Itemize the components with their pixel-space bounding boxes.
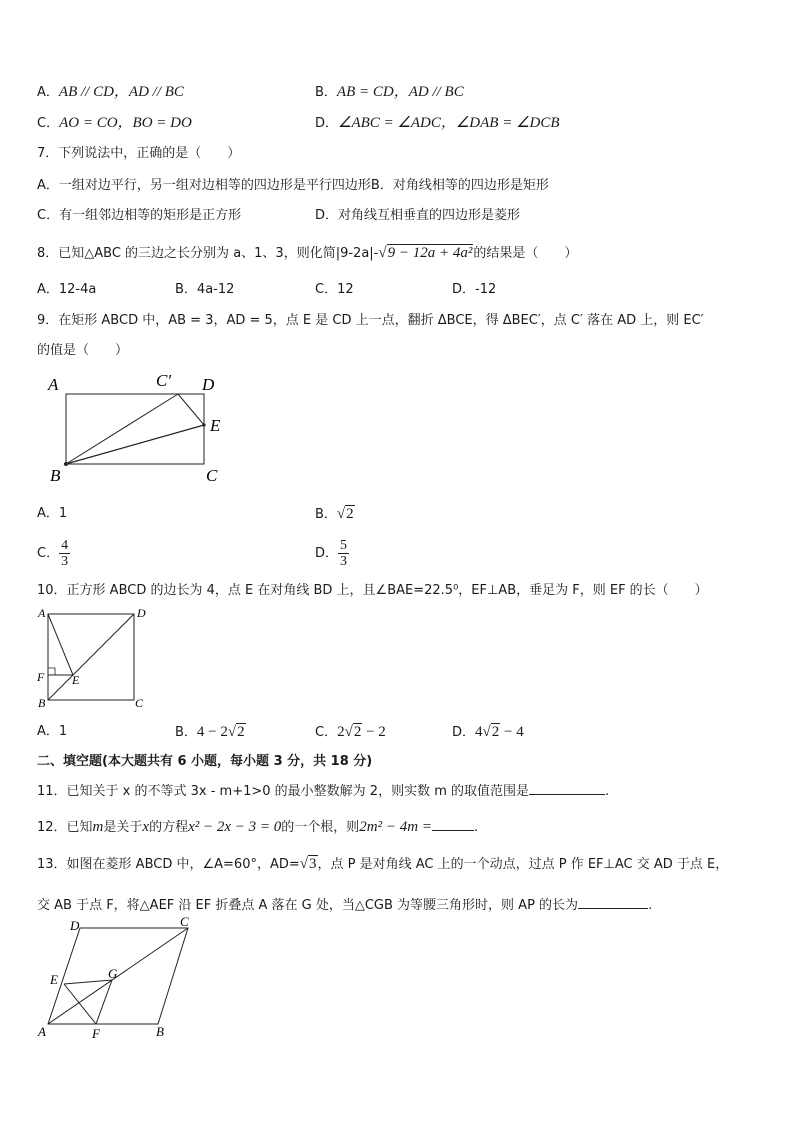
- option-label: B．: [315, 507, 337, 522]
- math-text: 2: [337, 724, 345, 740]
- sqrt-expression: √2: [227, 724, 245, 740]
- sqrt-expression: √2: [482, 724, 500, 740]
- q6-option-d: [315, 114, 560, 133]
- answer-blank[interactable]: [432, 816, 474, 831]
- q10-square-figure: [34, 604, 154, 710]
- radicand: 3: [309, 856, 317, 872]
- q13-stem-line1: [37, 855, 728, 874]
- label-e: E: [210, 416, 221, 435]
- option-label: D．: [315, 546, 339, 561]
- label-d: D: [202, 375, 215, 394]
- rectangle-abcd: [66, 394, 204, 464]
- label-b: B: [156, 1024, 164, 1039]
- radicand: 2: [346, 506, 354, 522]
- option-label: A．: [37, 85, 59, 100]
- diagonal-bd: [48, 614, 134, 700]
- label-f: F: [37, 670, 45, 684]
- label-d: D: [137, 606, 146, 620]
- q7-option-a: [37, 177, 549, 195]
- sqrt-expression: √9 − 12a + 4a²: [378, 245, 473, 261]
- stem-text: 是关于: [103, 820, 143, 835]
- stem-text: 13．如图在菱形 ABCD 中，∠A=60°，AD=: [37, 857, 300, 872]
- label-b: B: [50, 466, 61, 485]
- point-e: [202, 423, 205, 426]
- q12-stem: [37, 816, 478, 837]
- segment-bc-prime: [66, 394, 178, 464]
- option-math: ∠ABC = ∠ADC，∠DAB = ∠DCB: [338, 115, 560, 131]
- fraction: [338, 538, 349, 569]
- label-c-prime: C′: [156, 371, 172, 390]
- option-math: AO = CO，BO = DO: [59, 115, 192, 131]
- q9-option-b: [315, 505, 355, 524]
- variable-m: m: [92, 819, 104, 835]
- numerator: 4: [61, 538, 69, 553]
- label-e: E: [50, 972, 58, 987]
- segment-ef: [64, 984, 96, 1024]
- q7-option-c: C．有一组邻边相等的矩形是正方形: [37, 208, 242, 223]
- option-label: D．: [315, 116, 339, 131]
- option-math: AB // CD，AD // BC: [58, 84, 184, 100]
- q10-option-a: A．1: [37, 724, 68, 739]
- math-text: 4: [475, 724, 483, 740]
- stem-text: .: [648, 898, 653, 913]
- option-label: C．: [315, 725, 338, 740]
- section-heading: 二、填空题(本大题共有 6 小题，每小题 3 分，共 18 分): [37, 754, 373, 769]
- stem-text: ，点 P 是对角线 AC 上的一个动点，过点 P 作 EF⊥AC 交 AD 于点 E，: [317, 857, 729, 872]
- sqrt-expression: √3: [299, 856, 317, 872]
- segment-fg: [96, 980, 112, 1024]
- stem-text: 的方程: [149, 820, 189, 835]
- q10-option-c: [315, 723, 386, 742]
- stem-text: 交 AB 于点 F，将△AEF 沿 EF 折叠点 A 落在 G 处，当△CGB 为等腰三角形时，则 AP 的长为: [37, 898, 579, 913]
- point-b: [64, 462, 68, 466]
- denominator: 3: [61, 554, 69, 569]
- q9-rectangle-figure: [40, 368, 240, 488]
- radicand: 2: [491, 724, 500, 740]
- stem-text: 12．已知: [37, 820, 93, 835]
- label-c: C: [206, 466, 218, 485]
- label-d: D: [70, 918, 80, 933]
- q13-rhombus-figure: [34, 914, 204, 1044]
- radicand: 2: [353, 724, 362, 740]
- equation: x² − 2x − 3 = 0: [188, 819, 282, 835]
- fraction: [59, 538, 70, 569]
- option-math: AB = CD，AD // BC: [336, 84, 464, 100]
- option-text: A．一组对边平行，另一组对边相等的四边形是平行四边形: [37, 178, 371, 193]
- q7-stem: 7．下列说法中，正确的是（ ）: [37, 146, 241, 161]
- label-e: E: [72, 673, 80, 687]
- q8-option-d: D．-12: [452, 282, 497, 297]
- q8-stem: [37, 244, 577, 263]
- segment-be: [66, 425, 204, 464]
- q6-option-c: [37, 114, 192, 133]
- segment-c-prime-e: [178, 394, 204, 425]
- variable-x: x: [142, 819, 150, 835]
- sqrt-expression: √2: [336, 506, 354, 522]
- label-c: C: [180, 914, 189, 929]
- radicand: 2: [237, 724, 245, 740]
- math-text: 4 − 2: [196, 724, 228, 740]
- q8-option-a: A．12-4a: [37, 282, 97, 297]
- option-label: D．: [452, 725, 476, 740]
- label-b: B: [38, 696, 46, 710]
- stem-text: 的结果是（ ）: [473, 246, 578, 261]
- stem-text: .: [473, 820, 479, 835]
- q6-option-a: [37, 83, 184, 102]
- stem-text: 的一个根，则: [281, 820, 360, 835]
- math-text: − 4: [500, 724, 524, 740]
- diagonal-ac: [48, 928, 188, 1024]
- right-angle-mark: [48, 668, 55, 675]
- q11-stem: [37, 780, 609, 801]
- q8-option-b: B．4a-12: [175, 282, 235, 297]
- q7-option-d: D．对角线互相垂直的四边形是菱形: [315, 208, 521, 223]
- option-text: B．对角线相等的四边形是矩形: [370, 178, 549, 193]
- q9-option-d: [315, 538, 349, 569]
- segment-eg: [64, 980, 112, 984]
- q13-stem-line2: [37, 894, 652, 915]
- q9-stem-line1: 9．在矩形 ABCD 中，AB = 3，AD = 5，点 E 是 CD 上一点，翻折 ΔBCE，得 ΔBEC′，点 C′ 落在 AD 上，则 EC′: [37, 313, 704, 328]
- math-text: − 2: [362, 724, 386, 740]
- label-c: C: [135, 696, 144, 710]
- answer-blank[interactable]: [578, 894, 648, 909]
- q10-option-d: [452, 723, 524, 742]
- label-f: F: [92, 1026, 100, 1041]
- q9-option-a: A．1: [37, 506, 68, 521]
- option-label: B．: [315, 85, 337, 100]
- q8-option-c: C．12: [315, 282, 354, 297]
- radicand: 9 − 12a + 4a²: [387, 245, 473, 261]
- label-a: A: [38, 606, 46, 620]
- stem-text: 11．已知关于 x 的不等式 3x - m+1>0 的最小整数解为 2，则实数 m 的取值范围是: [37, 784, 530, 799]
- option-label: C．: [37, 116, 60, 131]
- option-label: C．: [37, 546, 60, 561]
- sqrt-expression: √2: [344, 724, 362, 740]
- label-g: G: [108, 966, 118, 981]
- expression: 2m² − 4m =: [359, 819, 432, 835]
- q6-option-b: [315, 83, 464, 102]
- label-a: A: [48, 375, 59, 394]
- q10-option-b: [175, 723, 246, 742]
- answer-blank[interactable]: [529, 780, 605, 795]
- label-a: A: [38, 1024, 46, 1039]
- segment-ae: [48, 614, 73, 675]
- q9-option-c: [37, 538, 70, 569]
- q9-stem-line2: 的值是（ ）: [37, 343, 129, 358]
- stem-text: .: [605, 784, 610, 799]
- numerator: 5: [340, 538, 348, 553]
- denominator: 3: [340, 554, 348, 569]
- q10-stem: 10．正方形 ABCD 的边长为 4，点 E 在对角线 BD 上，且∠BAE=22.5⁰，EF⊥AB，垂足为 F，则 EF 的长（ ）: [37, 583, 708, 598]
- option-label: B．: [175, 725, 197, 740]
- stem-text: 8．已知△ABC 的三边之长分别为 a、1、3，则化简|9-2a|-: [37, 246, 379, 261]
